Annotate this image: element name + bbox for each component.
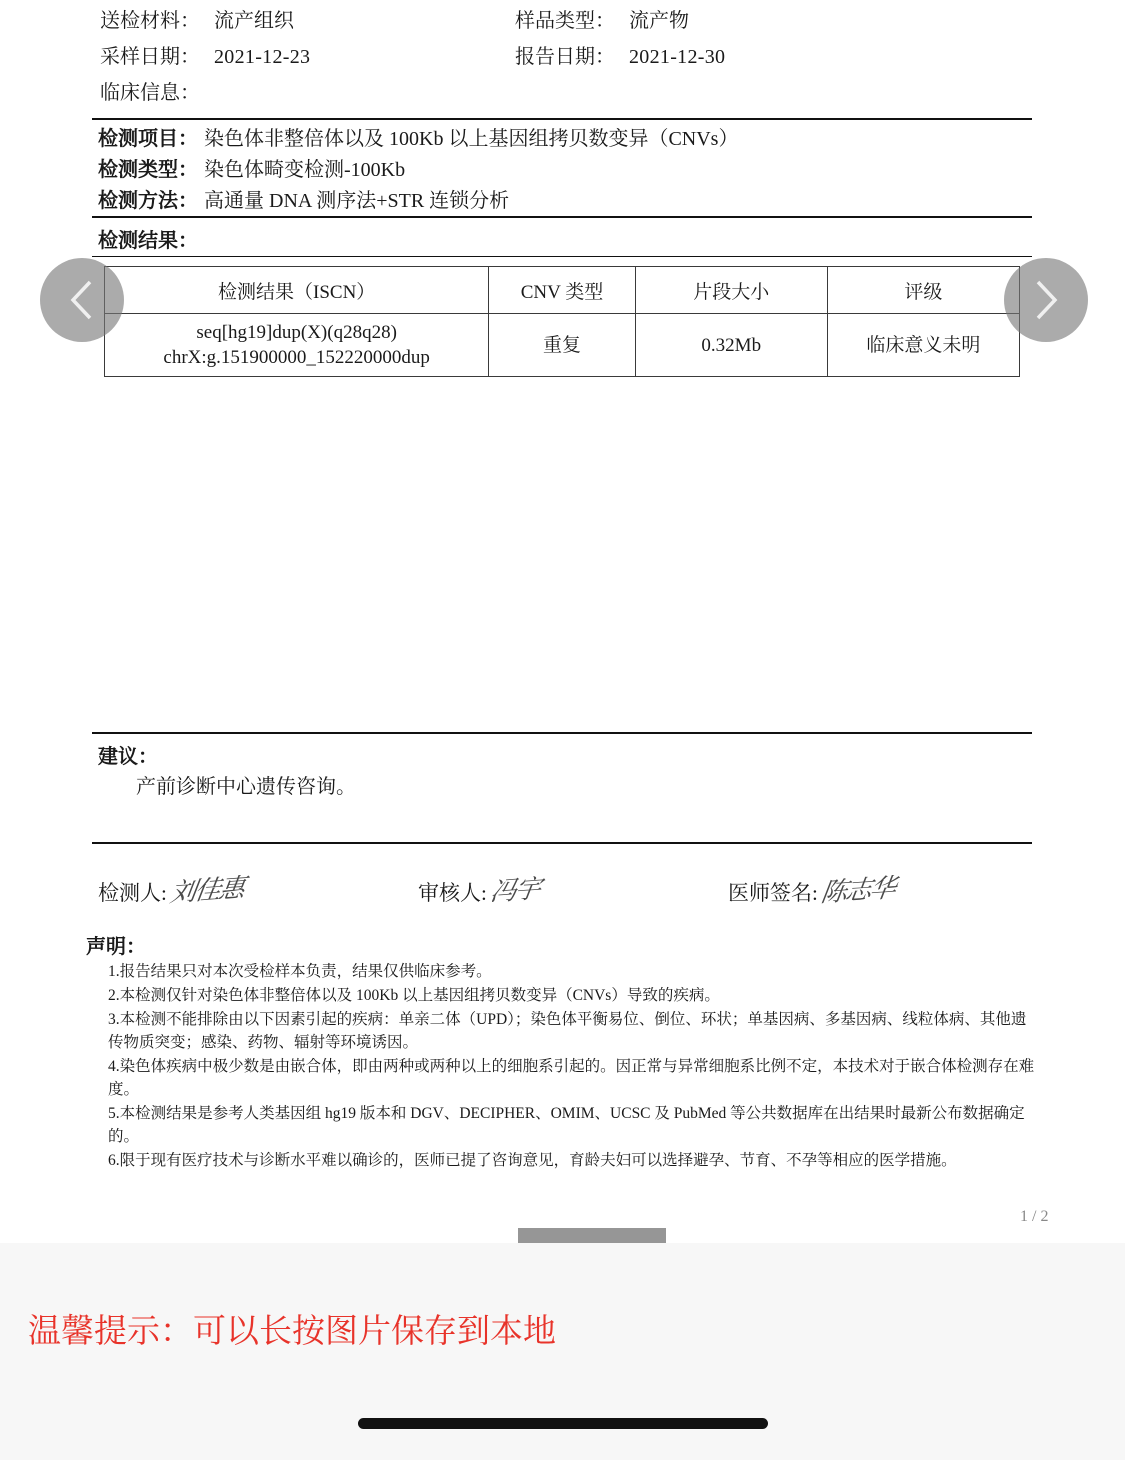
cell-size: 0.32Mb [635, 314, 827, 377]
column-header-size: 片段大小 [635, 267, 827, 314]
iscn-line-2: chrX:g.151900000_152220000dup [163, 347, 430, 368]
item-label: 检测方法： [98, 190, 198, 212]
statement-item [108, 1149, 1038, 1172]
meta-cell-sampling-date [100, 42, 515, 72]
meta-cell-report-date [515, 42, 725, 72]
result-table-wrap [104, 266, 1020, 377]
suggestion-title: 建议： [98, 746, 158, 768]
item-label: 检测类型： [98, 159, 198, 181]
meta-row [100, 78, 1030, 108]
cell-grade: 临床意义未明 [827, 314, 1019, 377]
signature-tester [98, 870, 418, 907]
statement-text: 2.本检测仅针对染色体非整倍体以及 100Kb 以上基因组拷贝数变异（CNVs）导致的疾病。 [108, 987, 720, 1004]
suggestion-text: 产前诊断中心遗传咨询。 [136, 776, 356, 798]
statement-text: 3.本检测不能排除由以下因素引起的疾病：单亲二体（UPD）；染色体平衡易位、倒位、环状；单基因病、多基因病、线粒体病、其他遗传物质突变；感染、药物、辐射等环境诱因。 [108, 1011, 1027, 1051]
signature-reviewer [418, 870, 728, 907]
meta-label: 样品类型： [515, 10, 615, 32]
statement-text: 1.报告结果只对本次受检样本负责，结果仅供临床参考。 [108, 963, 492, 980]
divider-top [92, 118, 1032, 120]
meta-cell-sample-type [515, 6, 689, 36]
meta-cell-clinical-info [100, 78, 515, 108]
divider-items [92, 216, 1032, 218]
statement-item [108, 984, 1038, 1007]
divider-results [92, 256, 1032, 257]
meta-row [100, 6, 1030, 36]
meta-label: 报告日期： [515, 46, 615, 68]
table-row [105, 314, 1020, 377]
meta-value: 2021-12-23 [214, 46, 311, 68]
signature-label: 审核人: [418, 881, 487, 905]
detection-items [98, 124, 1028, 217]
statement-text: 6.限于现有医疗技术与诊断水平难以确诊的，医师已提了咨询意见，育龄夫妇可以选择避孕、节育、不孕等相应的医学措施。 [108, 1152, 957, 1169]
table-header-row [105, 267, 1020, 314]
statement-title: 声明： [86, 936, 146, 958]
meta-label: 送检材料： [100, 10, 200, 32]
next-page-button[interactable] [1004, 258, 1088, 342]
prev-page-button[interactable] [40, 258, 124, 342]
document-page-number: 1 / 2 [1020, 1208, 1049, 1225]
statement-list [108, 960, 1038, 1173]
signature-handwriting: 刘佳惠 [167, 873, 246, 909]
item-row-project [98, 124, 1028, 155]
divider-suggestion [92, 732, 1032, 734]
signature-label: 检测人: [98, 881, 167, 905]
chevron-right-icon [1029, 277, 1063, 323]
statement-item [108, 960, 1038, 983]
item-value: 染色体畸变检测-100Kb [204, 159, 406, 181]
home-indicator[interactable] [358, 1418, 768, 1429]
meta-value: 2021-12-30 [629, 46, 726, 68]
statement-item [108, 1055, 1038, 1101]
meta-row [100, 42, 1030, 72]
iscn-line-1: seq[hg19]dup(X)(q28q28) [196, 322, 397, 343]
signature-row [98, 870, 1028, 907]
meta-label: 临床信息： [100, 82, 200, 104]
item-value: 染色体非整倍体以及 100Kb 以上基因组拷贝数变异（CNVs） [204, 128, 739, 150]
result-table [104, 266, 1020, 377]
divider-signature [92, 842, 1032, 844]
meta-cell-material [100, 6, 515, 36]
signature-handwriting: 冯宇 [488, 874, 541, 908]
signature-doctor [728, 870, 897, 909]
item-row-type [98, 155, 1028, 186]
column-header-iscn: 检测结果（ISCN） [105, 267, 489, 314]
meta-value: 流产物 [629, 10, 689, 32]
meta-label: 采样日期： [100, 46, 200, 68]
statement-item [108, 1008, 1038, 1054]
column-header-cnv-type: CNV 类型 [489, 267, 635, 314]
signature-handwriting: 陈志华 [818, 873, 897, 909]
cell-iscn [105, 314, 489, 377]
chevron-left-icon [65, 277, 99, 323]
statement-item [108, 1102, 1038, 1148]
statement-text: 5.本检测结果是参考人类基因组 hg19 版本和 DGV、DECIPHER、OMIM、UCSC 及 PubMed 等公共数据库在出结果时最新公布数据确定的。 [108, 1105, 1025, 1145]
item-row-method [98, 186, 1028, 217]
save-tip-text: 温馨提示：可以长按图片保存到本地 [28, 1312, 556, 1349]
signature-label: 医师签名: [728, 881, 818, 905]
cell-cnv-type: 重复 [489, 314, 635, 377]
document-meta [100, 6, 1030, 114]
meta-value: 流产组织 [214, 10, 294, 32]
results-title: 检测结果： [98, 230, 198, 252]
statement-text: 4.染色体疾病中极少数是由嵌合体，即由两种或两种以上的细胞系引起的。因正常与异常细胞系比例不定，本技术对于嵌合体检测存在难度。 [108, 1058, 1035, 1098]
item-label: 检测项目： [98, 128, 198, 150]
column-header-grade: 评级 [827, 267, 1019, 314]
item-value: 高通量 DNA 测序法+STR 连锁分析 [204, 190, 510, 212]
